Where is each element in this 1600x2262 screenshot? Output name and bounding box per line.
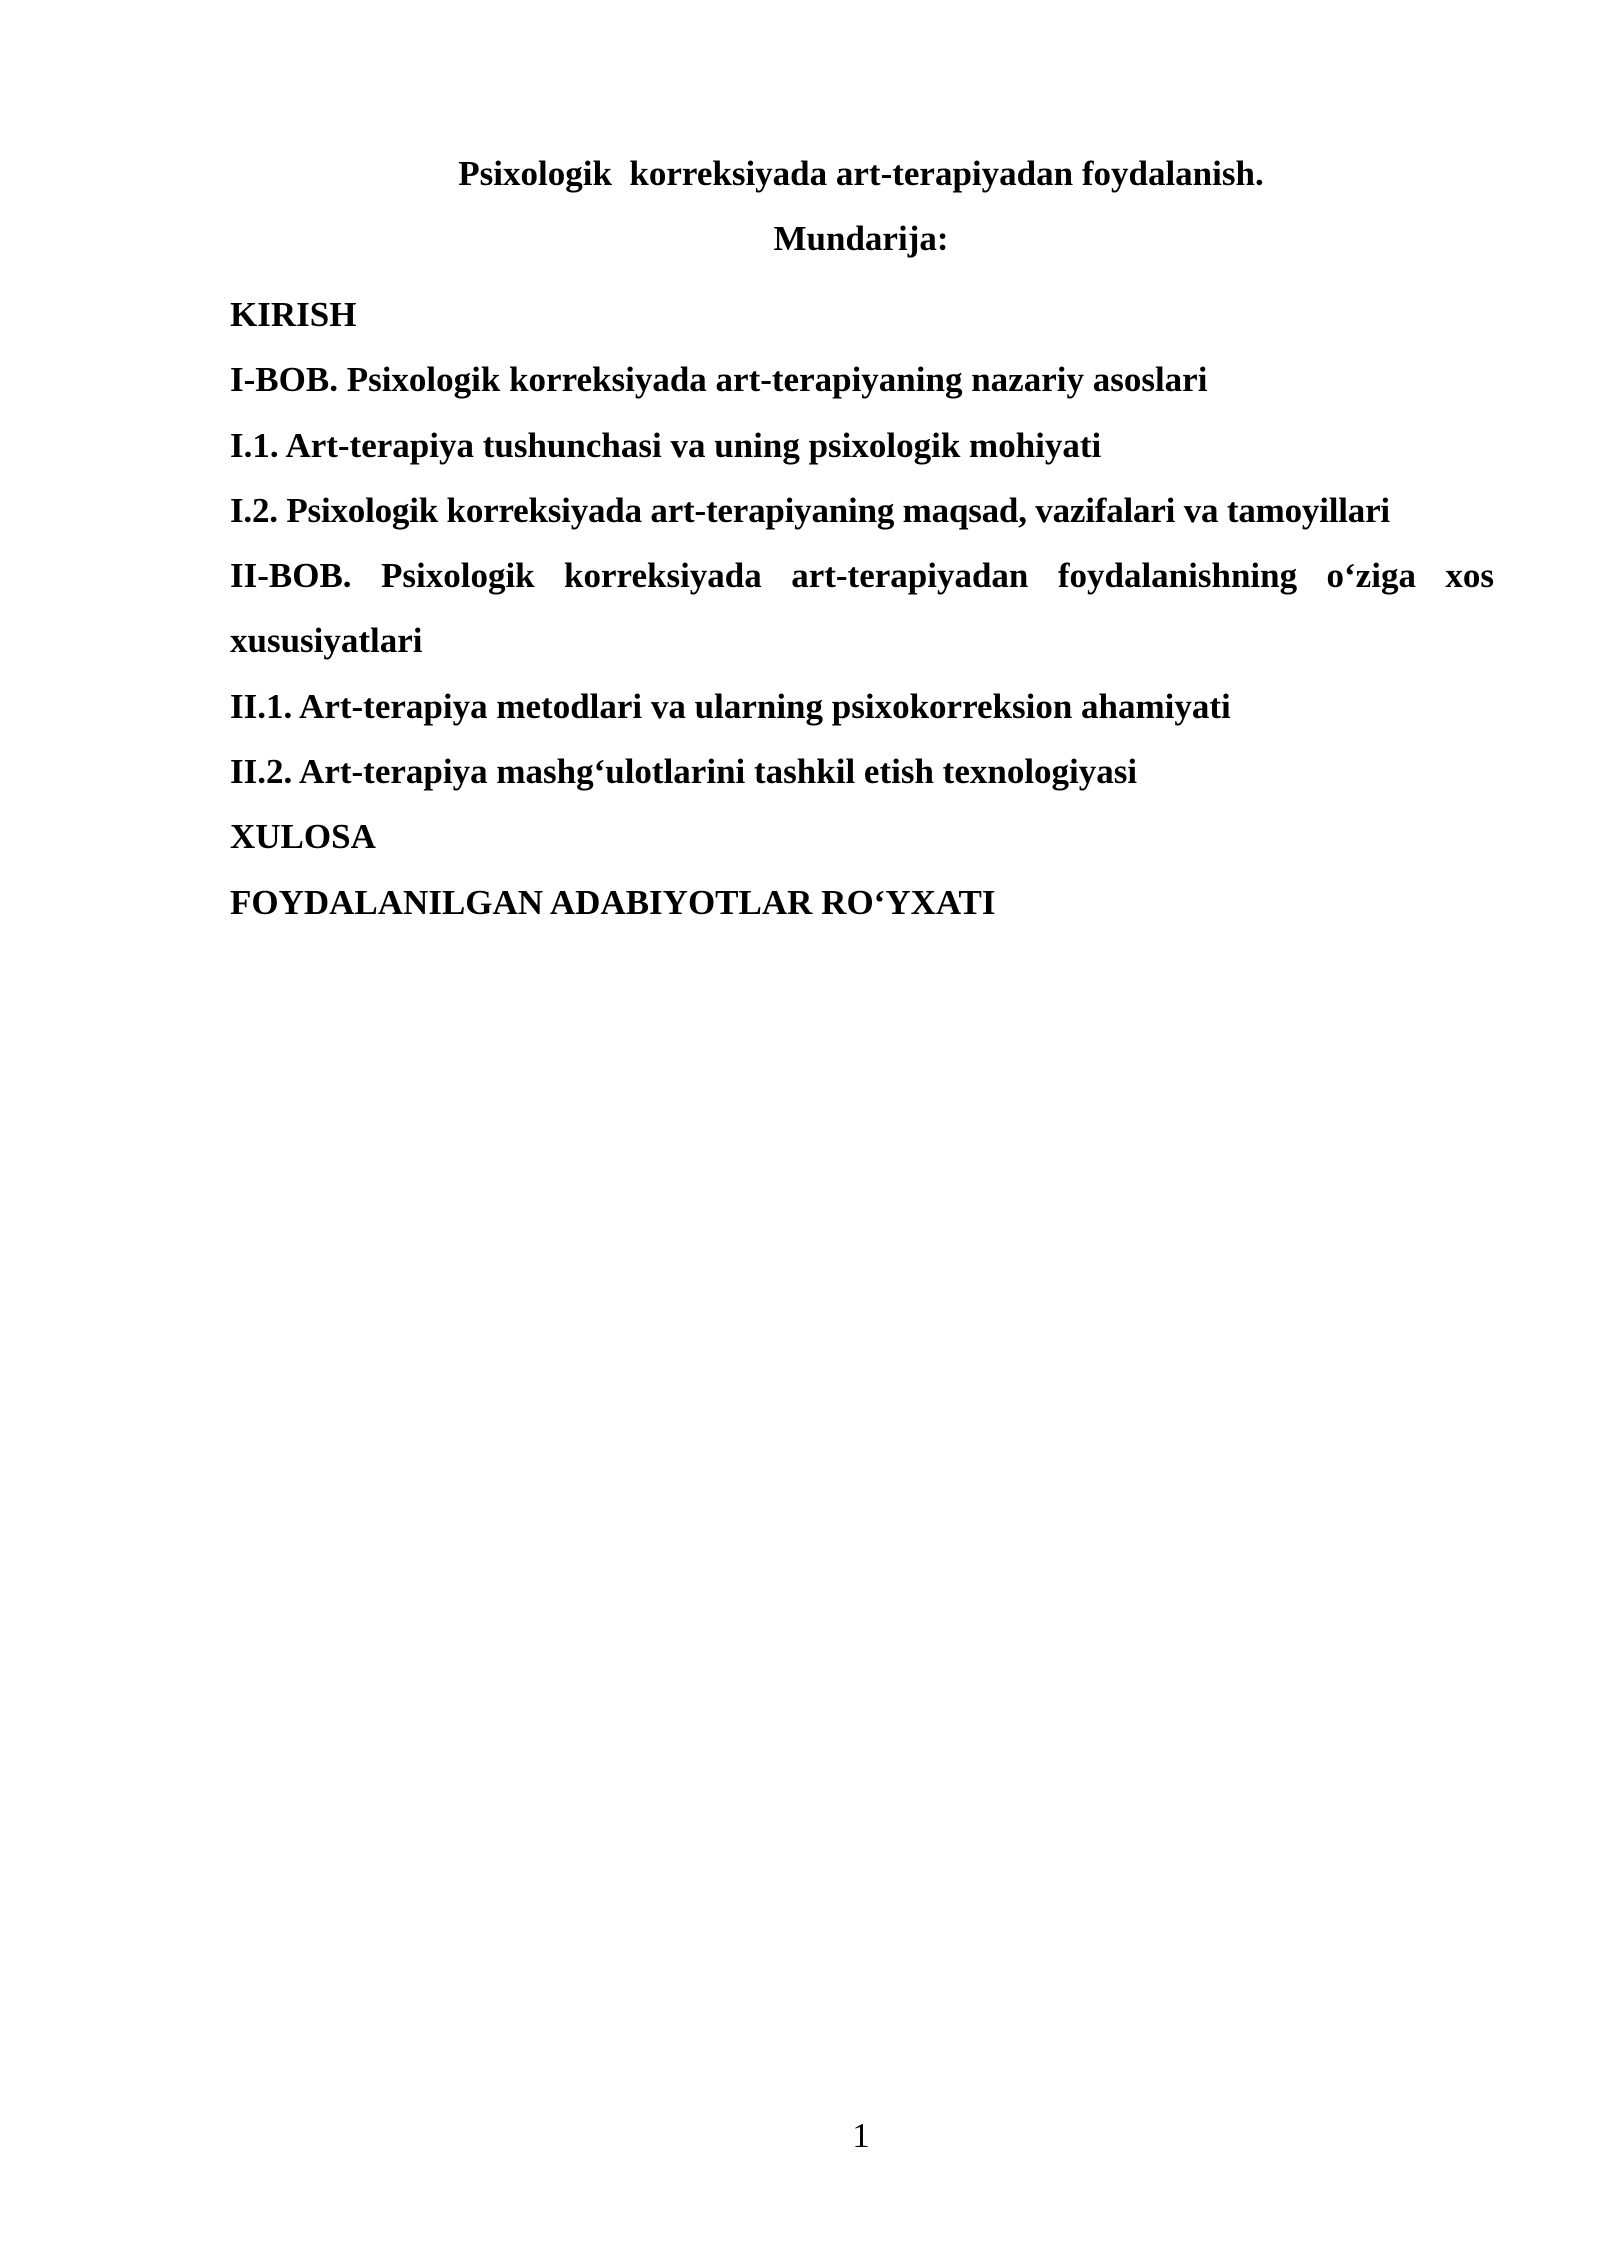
toc-item-conclusion: XULOSA [230,817,376,857]
toc-item-introduction: KIRISH [230,295,357,334]
table-of-contents [230,282,1494,935]
table-of-contents-heading: Mundarija: [773,219,949,258]
toc-item-section-1-1: I.1. Art-terapiya tushunchasi va uning psixologik mohiyati [230,425,1102,465]
toc-item-section-2-2: II.2. Art-terapiya mashg‘ulotlarini tashkil etish texnologiyasi [230,752,1138,792]
toc-item-chapter-1: I-BOB. Psixologik korreksiyada art-terapiyaning nazariy asoslari [230,360,1208,400]
document-title: Psixologik korreksiyada art-terapiyadan foydalanish. [458,154,1264,193]
toc-item-chapter-2: II-BOB. Psixologik korreksiyada art-terapiyadan foydalanishning o‘ziga xos xususiyatlari [230,556,1494,661]
page-number: 1 [852,2116,870,2155]
toc-item-section-2-1: II.1. Art-terapiya metodlari va ularning psixokorreksion ahamiyati [230,686,1231,726]
toc-item-references: FOYDALANILGAN ADABIYOTLAR RO‘YXATI [230,882,996,922]
toc-item-section-1-2: I.2. Psixologik korreksiyada art-terapiyaning maqsad, vazifalari va tamoyillari [230,490,1390,530]
